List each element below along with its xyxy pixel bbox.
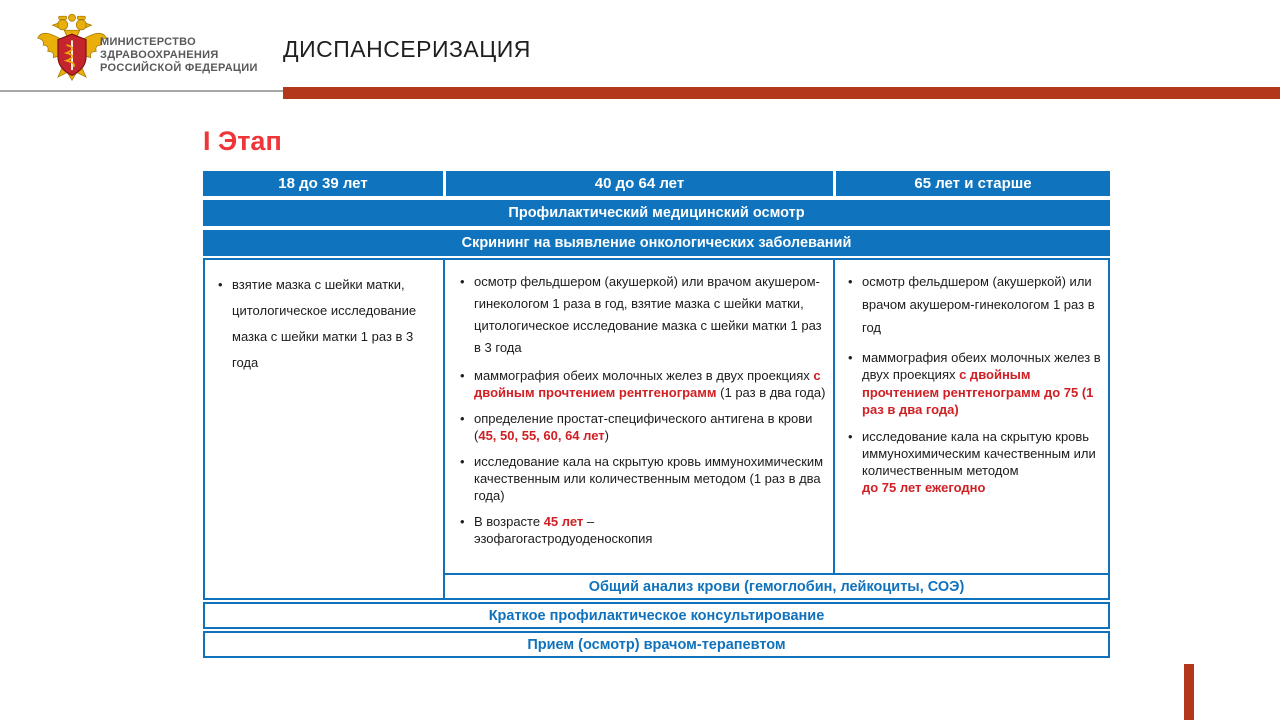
bullet-list	[835, 260, 1108, 497]
screening-table	[203, 171, 1110, 658]
row-blood-test: Общий анализ крови (гемоглобин, лейкоциты, СОЭ)	[443, 573, 1110, 600]
list-item	[843, 349, 1104, 418]
list-item	[455, 454, 827, 505]
header-divider	[0, 90, 285, 92]
text-segment: взятие мазка с шейки матки, цитологическое исследование мазка с шейки матки 1 раз в 3 года	[232, 277, 417, 370]
header-accent-bar	[283, 87, 1280, 99]
page-title: ДИСПАНСЕРИЗАЦИЯ	[283, 36, 531, 62]
ministry-name	[100, 36, 258, 75]
bullet-list	[445, 260, 833, 547]
text-segment: осмотр фельдшером (акушеркой) или врачом акушером-гинекологом 1 раза в год, взятие мазка с шейки матки, цитологическое исследование мазка с шейки матки 1 раз в 3 года	[474, 274, 822, 356]
bullet-list	[205, 260, 443, 376]
list-item	[455, 514, 827, 548]
age-header-40-64: 40 до 64 лет	[446, 171, 833, 196]
list-item	[455, 271, 827, 359]
band-oncology-screening: Скрининг на выявление онкологических заболеваний	[203, 230, 1110, 256]
age-header-18-39: 18 до 39 лет	[203, 171, 443, 196]
text-segment: (1 раз в два года)	[716, 385, 826, 401]
list-item	[843, 271, 1104, 339]
ministry-line-2: ЗДРАВООХРАНЕНИЯ	[100, 49, 219, 61]
text-segment: маммография обеих молочных желез в двух проекциях	[862, 350, 1101, 383]
highlighted-text: с двойным прочтением рентгенограмм до 75 (1 раз в два года)	[862, 367, 1094, 417]
text-segment: маммография обеих молочных желез в двух проекциях	[474, 368, 814, 384]
text-segment: определение простат-специфического антигена в крови (	[474, 411, 813, 444]
ministry-line-3: РОССИЙСКОЙ ФЕДЕРАЦИИ	[100, 62, 258, 74]
highlighted-text: 45, 50, 55, 60, 64 лет	[478, 428, 605, 444]
text-segment: В возрасте	[474, 513, 544, 529]
ministry-line-1: МИНИСТЕРСТВО	[100, 36, 196, 48]
list-item	[843, 428, 1104, 497]
highlighted-text: до 75 лет ежегодно	[862, 480, 986, 496]
band-preventive-exam: Профилактический медицинский осмотр	[203, 200, 1110, 226]
highlighted-text: с двойным прочтением рентгенограмм	[474, 368, 821, 401]
text-segment: исследование кала на скрытую кровь иммунохимическим качественным или количественным методом (1 раз в два года)	[474, 453, 824, 503]
age-header-65-plus: 65 лет и старше	[836, 171, 1110, 196]
row-therapist-exam: Прием (осмотр) врачом-терапевтом	[203, 631, 1110, 658]
list-item	[455, 411, 827, 445]
text-segment: )	[604, 428, 610, 444]
list-item	[455, 368, 827, 402]
column-cell-18-39	[203, 258, 445, 600]
stage-title: I Этап	[203, 126, 282, 156]
corner-accent-bar	[1184, 664, 1194, 720]
text-segment: осмотр фельдшером (акушеркой) или врачом акушером-гинекологом 1 раз в год	[862, 274, 1095, 335]
text-segment: эзофагогастродуоденоскопия	[474, 530, 653, 546]
highlighted-text: 45 лет	[543, 513, 584, 529]
text-segment: –	[583, 513, 595, 529]
list-item	[213, 272, 437, 376]
text-segment: исследование кала на скрытую кровь иммунохимическим качественным или количественным методом	[862, 428, 1096, 479]
column-cell-65-plus	[833, 258, 1110, 575]
row-brief-counseling: Краткое профилактическое консультирование	[203, 602, 1110, 629]
column-cell-40-64	[443, 258, 835, 575]
